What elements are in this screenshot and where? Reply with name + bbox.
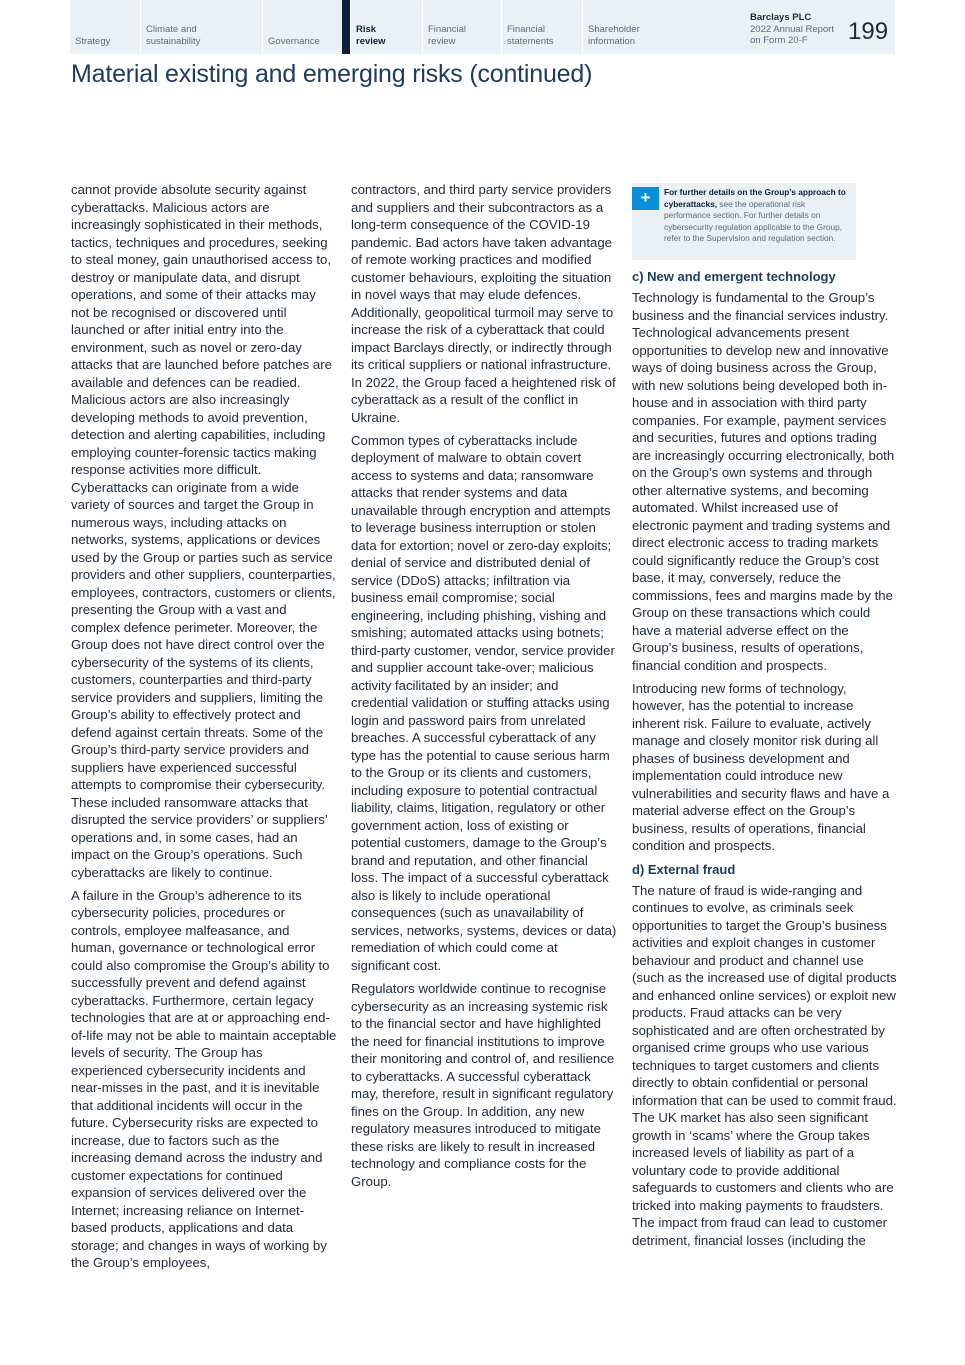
callout-text: see the operational risk performance section. For further details on cybersecurity regulation applicable to the Group, refer to the Supervision and regulation section.: [664, 198, 843, 244]
report-label: [750, 12, 834, 47]
report-title-line1: 2022 Annual Report: [750, 23, 834, 35]
section-heading-external-fraud: d) External fraud: [632, 861, 736, 877]
paragraph: Introducing new forms of technology, however, has the potential to increase inherent risk. Failure to evaluate, actively manage and closely monitor risk during all phases of business development and implementation could introduce new vulnerabilities and security flaws and have a material adverse effect on the Group’s business, results of operations, financial condition and prospects.: [632, 680, 890, 854]
text-column-1: [71, 181, 337, 1278]
page-title: Material existing and emerging risks (continued): [71, 60, 593, 88]
paragraph: Regulators worldwide continue to recognise cybersecurity as an increasing systemic risk to the financial sector and have highlighted the need for financial institutions to improve their monitoring and control of, and resilience to cyberattacks. A successful cyberattack may, therefore, result in significant regulatory fines on the Group. In addition, any new regulatory measures introduced to mitigate these risks are likely to result in increased technology and compliance costs for the Group.: [351, 981, 615, 1189]
paragraph: Common types of cyberattacks include deployment of malware to obtain covert access to systems and data; ransomware attacks that render systems and data unavailable through encryption and attempts to leverage business interruption or stolen data for extortion; novel or zero-day exploits; denial of service and distributed denial of service (DDoS) attacks; infiltration via business email compromise; social engineering, including phishing, vishing and smishing; automated attacks using botnets; third-party customer, vendor, service provider and supplier account take-over; malicious activity facilitated by an insider; and credential validation or stuffing attacks using login and password pairs from unrelated breaches. A successful cyberattack of any type has the potential to cause serious harm to the Group or its clients and customers, including exposure to potential contractual liability, claims, litigation, regulatory or other government action, loss of existing or potential customers, damage to the Group’s brand and reputation, and other financial loss. The impact of a successful cyberattack also is likely to include operational consequences (such as unavailability of services, networks, systems, devices or data) remediation of which could come at significant cost.: [351, 432, 617, 973]
section-heading-new-technology: c) New and emergent technology: [632, 269, 836, 284]
further-details-callout: [632, 183, 856, 260]
page-number: 199: [848, 18, 889, 45]
paragraph: contractors, and third party service providers and suppliers and their subcontractors as a long-term consequence of the COVID-19 pandemic. Bad actors have taken advantage of remote working practices and modified customer behaviours, exploiting the situation in novel ways that may elude defences. Additionally, geopolitical turmoil may serve to increase the risk of a cyberattack that could impact Barclays directly, or indirectly through its critical suppliers or national infrastructure. In 2022, the Group faced a heightened risk of cyberattack as a result of the conflict in Ukraine.: [351, 182, 616, 425]
nav-tab-climate[interactable]: Climate and sustainability: [140, 0, 262, 54]
nav-tab-strategy[interactable]: Strategy: [75, 35, 111, 47]
paragraph: Technology is fundamental to the Group’s business and the financial services industry. Technological advancements present opportunities to develop new and innovative ways of doing business across the Group, with new solutions being developed both in-house and in association with third party companies. For example, payment services and securities, futures and options trading are increasingly occurring electronically, both on the Group’s own systems and through other alternative systems, and becoming automated. Whilst increased use of electronic payment and trading systems and direct electronic access to trading markets could significantly reduce the Group’s cost base, it may, conversely, reduce the commissions, fees and margins made by the Group on these transactions which could have a material adverse effect on the Group’s business, results of operations, financial condition and prospects.: [632, 290, 895, 673]
report-title-line2: on Form 20-F: [750, 35, 808, 46]
text-column-2: [351, 181, 617, 1196]
paragraph: The nature of fraud is wide-ranging and continues to evolve, as criminals seek opportunities to target the Group’s business activities and exploit changes in customer behaviour and product and channel use (such as the increased use of digital products and enhanced online services) or exploit new products. Fraud attacks can be very sophisticated and are often orchestrated by organised crime groups who use various techniques to target customers and clients directly to obtain confidential or personal information that can be used to commit fraud. The UK market has also seen significant growth in ‘scams’ where the Group takes increased levels of liability as part of a voluntary code to provide additional safeguards to customers and clients who are tricked into making payments to fraudsters. The impact from fraud can lead to customer detriment, financial losses (including the: [632, 882, 897, 1248]
plus-icon: +: [632, 187, 659, 210]
nav-tab-governance[interactable]: Governance: [262, 0, 342, 54]
text-column-3: [632, 183, 898, 1255]
nav-tab-financial-statements[interactable]: Financial statements: [501, 0, 582, 54]
nav-tab-risk-review[interactable]: Risk review: [350, 0, 422, 54]
section-nav: [70, 0, 895, 54]
company-name: Barclays PLC: [750, 12, 812, 23]
nav-active-indicator: [342, 0, 350, 54]
callout-lead: For further details on the Group’s approach to cyberattacks,: [664, 187, 846, 209]
nav-tab-shareholder-information[interactable]: Shareholder information: [582, 0, 666, 54]
nav-tab-financial-review[interactable]: Financial review: [422, 0, 501, 54]
paragraph: cannot provide absolute security against cyberattacks. Malicious actors are increasingly sophisticated in their methods, tactics, techniques and procedures, seeking to steal money, gain unauthorised access to, destroy or manipulate data, and disrupt operations, and some of their attacks may not be recognised or discovered until launched or after initial entry into the environment, such as novel or zero-day attacks that are launched before patches are available and defences can be readied. Malicious actors are also increasingly developing methods to avoid prevention, detection and alerting capabilities, including employing counter-forensic tactics making response activities more difficult. Cyberattacks can originate from a wide variety of sources and target the Group in numerous ways, including attacks on networks, systems, applications or devices used by the Group or parties such as service providers and other suppliers, counterparties, employees, contractors, customers or clients, presenting the Group with a vast and complex defence perimeter. Moreover, the Group does not have direct control over the cybersecurity of the systems of its clients, customers, counterparties and third-party service providers and suppliers, limiting the Group’s ability to effectively protect and defend against certain threats. Some of the Group’s third-party service providers and suppliers have experienced successful attempts to compromise their cybersecurity. These included ransomware attacks that disrupted the service providers’ or suppliers’ operations and, in some cases, had an impact on the Group’s operations. Such cyberattacks are likely to continue.: [71, 182, 336, 880]
paragraph: A failure in the Group’s adherence to its cybersecurity policies, procedures or controls, employee malfeasance, and human, governance or technological error could also compromise the Group’s ability to successfully prevent and defend against cyberattacks. Furthermore, certain legacy technologies that are at or approaching end-of-life may not be able to maintain acceptable levels of security. The Group has experienced cybersecurity incidents and near-misses in the past, and it is inevitable that additional incidents will occur in the future. Cybersecurity risks are expected to increase, due to factors such as the increasing demand across the industry and customer expectations for continued expansion of services delivered over the Internet; increasing reliance on Internet-based products, applications and data storage; and changes in ways of working by the Group’s employees,: [71, 887, 337, 1271]
